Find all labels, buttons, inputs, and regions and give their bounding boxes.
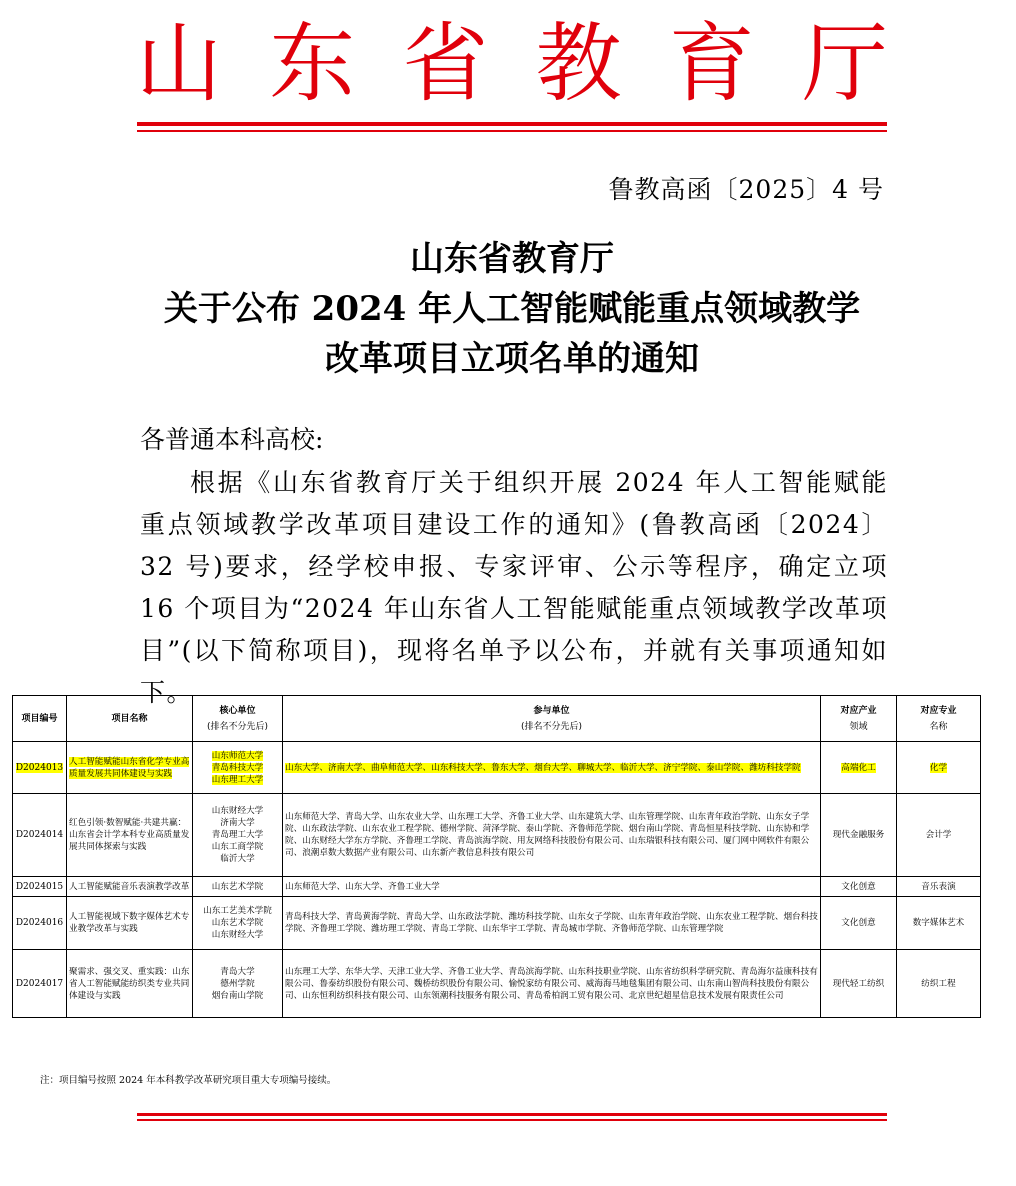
- red-divider-top-thin: [137, 130, 887, 132]
- header-core: [193, 696, 283, 742]
- core-unit: 山东工艺美术学院: [203, 906, 272, 916]
- table-row: [13, 950, 981, 1018]
- project-table-container: [12, 695, 980, 1018]
- cell-major-text: 会计学: [925, 830, 952, 840]
- cell-major: [897, 794, 981, 877]
- cell-core-units: [193, 897, 283, 950]
- cell-industry: [821, 794, 897, 877]
- cell-industry: [821, 950, 897, 1018]
- cell-project-id-text: D2024016: [15, 918, 64, 928]
- cell-project-name-text: 人工智能赋能山东省化学专业高质量发展共同体建设与实践: [69, 756, 190, 779]
- cell-project-id: [13, 877, 67, 897]
- header-core-label: 核心单位: [219, 705, 256, 716]
- cell-participants: [283, 897, 821, 950]
- red-divider-top: [137, 122, 887, 126]
- cell-project-id-text: D2024013: [15, 762, 64, 773]
- cell-project-id: [13, 950, 67, 1018]
- cell-industry-text: 现代轻工纺织: [832, 978, 885, 989]
- cell-industry: [821, 742, 897, 794]
- core-unit: 烟台南山学院: [211, 990, 264, 1001]
- red-divider-bottom: [137, 1113, 887, 1116]
- masthead: [136, 14, 888, 114]
- masthead-char: 教: [535, 14, 622, 114]
- header-major-label: 对应专业: [920, 705, 957, 716]
- core-unit: 青岛理工大学: [211, 830, 264, 840]
- header-industry: [821, 696, 897, 742]
- cell-participants: [283, 742, 821, 794]
- title-line-3: 改革项目立项名单的通知: [325, 339, 699, 379]
- cell-major-text: 纺织工程: [921, 978, 956, 989]
- table-row: [13, 794, 981, 877]
- core-unit: 山东艺术学院: [211, 881, 264, 892]
- cell-project-name-text: 聚需求、强交叉、重实践：山东省人工智能赋能纺织类专业共同体建设与实践: [69, 966, 190, 1001]
- cell-participants-text: 山东理工大学、东华大学、天津工业大学、齐鲁工业大学、青岛滨海学院、山东科技职业学院、山东省纺织科学研究院、青岛海尔益康科技有限公司、鲁泰纺织股份有限公司、魏桥纺织股份有限公司、愉悦家纺有限公司、威海海马地毯集团有限公司、山东南山智尚科技股份有限公司、山东恒利纺织科技有限公司、山东领潮科技服务有限公司、青岛希柏润工贸有限公司、北京世纪超星信息技术发展有限责任公司: [285, 966, 818, 1001]
- cell-industry-text: 现代金融服务: [832, 830, 885, 840]
- core-unit: 山东艺术学院: [211, 918, 264, 928]
- cell-industry-text: 文化创意: [841, 918, 876, 928]
- cell-industry-text: 文化创意: [841, 881, 876, 892]
- cell-major-text: 音乐表演: [921, 881, 956, 892]
- header-major-sub: 名称: [929, 721, 948, 732]
- body-paragraph: 根据《山东省教育厅关于组织开展 2024 年人工智能赋能重点领域教学改革项目建设工作的通知》(鲁教高函〔2024〕32 号)要求，经学校申报、专家评审、公示等程序，确定立项 16 个项目为“2024 年山东省人工智能赋能重点领域教学改革项目”(以下简称项目)，现将名单予以公布，并就有关事项通知如下。: [140, 468, 888, 707]
- footnote: 注：项目编号按照 2024 年本科教学改革研究项目重大专项编号接续。: [40, 1075, 337, 1086]
- cell-project-name: [67, 950, 193, 1018]
- cell-project-id-text: D2024014: [15, 830, 64, 840]
- core-unit: 青岛大学: [220, 966, 255, 977]
- header-id: 项目编号: [13, 696, 67, 742]
- masthead-char: 厅: [801, 14, 888, 114]
- cell-industry-text: 高端化工: [841, 762, 876, 773]
- document-title: [136, 234, 888, 384]
- core-unit: [195, 750, 280, 762]
- core-unit-text: 山东理工大学: [211, 774, 264, 785]
- cell-major: [897, 950, 981, 1018]
- red-divider-bottom-thin: [137, 1119, 887, 1121]
- core-unit-text: 青岛科技大学: [211, 762, 264, 773]
- cell-major: [897, 877, 981, 897]
- core-unit: 德州学院: [220, 978, 255, 989]
- cell-project-name: [67, 897, 193, 950]
- cell-major-text: 化学: [929, 762, 948, 773]
- cell-industry: [821, 877, 897, 897]
- cell-project-id: [13, 897, 67, 950]
- header-name: 项目名称: [67, 696, 193, 742]
- header-participants: [283, 696, 821, 742]
- header-major: [897, 696, 981, 742]
- title-line-1: 山东省教育厅: [410, 239, 614, 279]
- cell-participants-text: 青岛科技大学、青岛黄海学院、青岛大学、山东政法学院、潍坊科技学院、山东女子学院、山东青年政治学院、山东农业工程学院、烟台科技学院、齐鲁理工学院、潍坊理工学院、青岛工学院、山东华宇工学院、青岛城市学院、齐鲁师范学院、山东管理学院: [285, 912, 818, 934]
- cell-participants-text: 山东大学、济南大学、曲阜师范大学、山东科技大学、鲁东大学、烟台大学、聊城大学、临沂大学、济宁学院、泰山学院、潍坊科技学院: [285, 762, 801, 773]
- core-unit: 山东财经大学: [211, 930, 264, 940]
- header-part-label: 参与单位: [533, 705, 570, 716]
- header-core-sub: (排名不分先后): [206, 721, 269, 732]
- table-row: [13, 877, 981, 897]
- masthead-char: 山: [136, 14, 222, 114]
- cell-participants: [283, 950, 821, 1018]
- cell-project-id-text: D2024015: [15, 881, 64, 892]
- cell-core-units: [193, 877, 283, 897]
- cell-project-name-text: 人工智能赋能音乐表演教学改革: [69, 881, 190, 892]
- cell-project-name-text: 红色引领·数智赋能·共建共赢：山东省会计学本科专业高质量发展共同体探索与实践: [69, 818, 190, 852]
- salutation: 各普通本科高校:: [140, 425, 324, 454]
- table-row: [13, 742, 981, 794]
- cell-participants-text: 山东师范大学、青岛大学、山东农业大学、山东理工大学、齐鲁工业大学、山东建筑大学、山东管理学院、山东青年政治学院、山东女子学院、山东政法学院、山东农业工程学院、德州学院、菏泽学院、泰山学院、齐鲁师范学院、烟台南山学院、青岛恒星科技学院、山东协和学院、山东财经大学东方学院、齐鲁理工学院、青岛滨海学院、用友网络科技股份有限公司、山东瑞银科技有限公司、厦门网中网软件有限公司、浪潮卓数大数据产业有限公司、山东新产教信息科技有限公司: [285, 812, 810, 858]
- cell-major: [897, 897, 981, 950]
- table-body: [13, 742, 981, 1018]
- cell-project-id: [13, 742, 67, 794]
- masthead-char: 育: [668, 14, 755, 114]
- core-unit: 山东财经大学: [211, 806, 264, 816]
- cell-project-name-text: 人工智能视域下数字媒体艺术专业教学改革与实践: [69, 912, 190, 934]
- cell-core-units: [193, 794, 283, 877]
- header-industry-label: 对应产业: [840, 705, 877, 716]
- cell-industry: [821, 897, 897, 950]
- cell-project-name: [67, 794, 193, 877]
- cell-major-text: 数字媒体艺术: [912, 918, 965, 928]
- cell-major: [897, 742, 981, 794]
- header-industry-sub: 领域: [849, 721, 868, 732]
- core-unit: [195, 774, 280, 786]
- masthead-char: 省: [402, 14, 489, 114]
- cell-participants-text: 山东师范大学、山东大学、齐鲁工业大学: [285, 881, 440, 892]
- table-header-row: [13, 696, 981, 742]
- cell-participants: [283, 877, 821, 897]
- cell-project-id: [13, 794, 67, 877]
- cell-project-name: [67, 877, 193, 897]
- project-table: [12, 695, 981, 1018]
- table-row: [13, 897, 981, 950]
- core-unit: 临沂大学: [220, 854, 255, 864]
- core-unit: [195, 762, 280, 774]
- cell-core-units: [193, 950, 283, 1018]
- cell-project-name: [67, 742, 193, 794]
- masthead-char: 东: [269, 14, 356, 114]
- title-line-2: 关于公布 2024 年人工智能赋能重点领域教学: [163, 289, 861, 329]
- header-part-sub: (排名不分先后): [520, 721, 583, 732]
- document-number: 鲁教高函〔2025〕4 号: [608, 175, 884, 204]
- core-unit-text: 山东师范大学: [211, 750, 264, 761]
- core-unit: 山东工商学院: [211, 842, 264, 852]
- cell-project-id-text: D2024017: [15, 978, 64, 989]
- core-unit: 济南大学: [220, 818, 255, 828]
- cell-participants: [283, 794, 821, 877]
- cell-core-units: [193, 742, 283, 794]
